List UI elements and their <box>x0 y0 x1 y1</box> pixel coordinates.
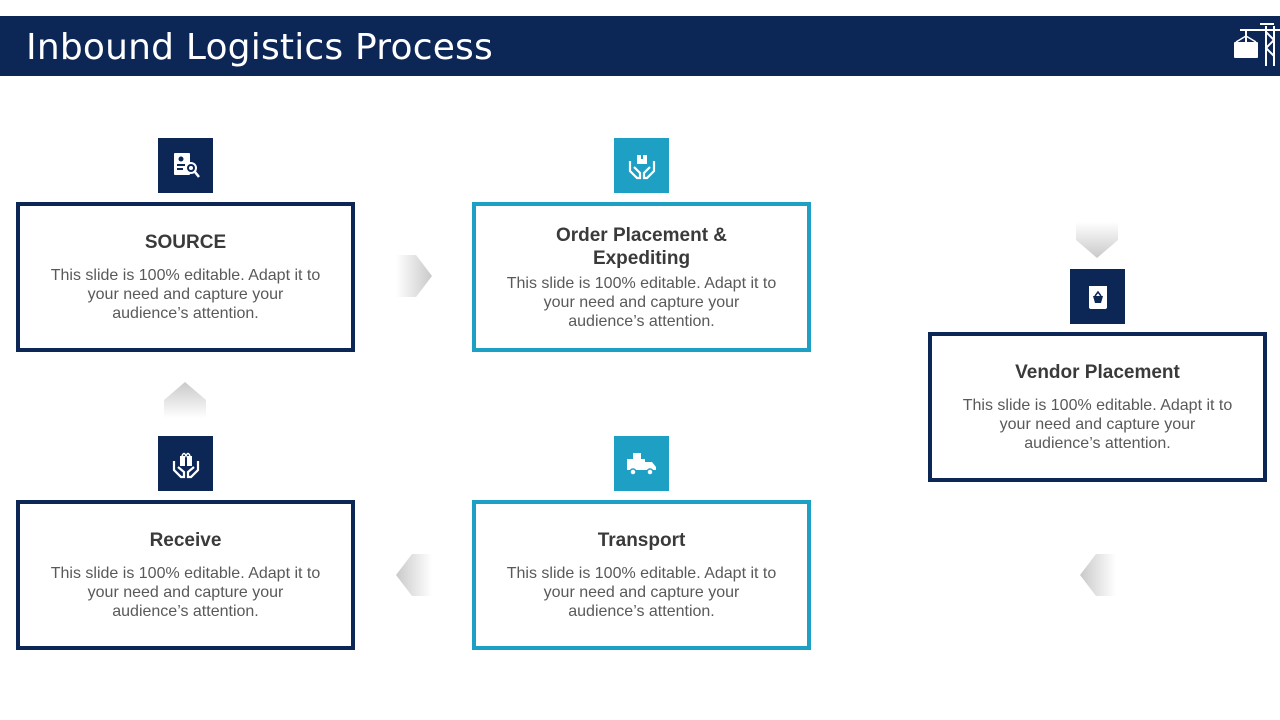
step-transport-icon-tile <box>614 436 669 491</box>
step-vendor-icon-tile <box>1070 269 1125 324</box>
step-receive-title: Receive <box>149 530 222 551</box>
step-transport-title: Transport <box>597 530 686 551</box>
crane-icon <box>1230 22 1280 68</box>
arrow-left-icon <box>1080 554 1116 596</box>
step-order-box <box>472 202 811 352</box>
page-title: Inbound Logistics Process <box>26 27 493 68</box>
step-vendor-box <box>928 332 1267 482</box>
step-vendor-title: Vendor Placement <box>1015 362 1180 383</box>
step-source-icon-tile <box>158 138 213 193</box>
step-transport-box <box>472 500 811 650</box>
step-receive-box <box>16 500 355 650</box>
document-search-icon <box>171 151 201 181</box>
hands-package-icon <box>627 151 657 181</box>
step-vendor-description: This slide is 100% editable. Adapt it to your need and capture your audience’s attention. <box>962 397 1233 452</box>
step-order-description: This slide is 100% editable. Adapt it to your need and capture your audience’s attention. <box>506 274 777 330</box>
step-transport-description: This slide is 100% editable. Adapt it to your need and capture your audience’s attention. <box>506 565 777 620</box>
step-receive-icon-tile <box>158 436 213 491</box>
step-order-title: Order Placement & Expediting <box>555 224 728 269</box>
delivery-truck-icon <box>625 449 659 479</box>
arrow-right-icon <box>396 255 432 297</box>
arrow-up-icon <box>164 382 206 418</box>
step-source-title: SOURCE <box>144 232 227 253</box>
step-order-icon-tile <box>614 138 669 193</box>
step-receive-description: This slide is 100% editable. Adapt it to your need and capture your audience’s attention. <box>50 565 321 620</box>
step-source-description: This slide is 100% editable. Adapt it to your need and capture your audience’s attention. <box>50 267 321 322</box>
hands-gift-icon <box>171 449 201 479</box>
arrow-down-icon <box>1076 222 1118 258</box>
arrow-left-icon <box>396 554 432 596</box>
step-source-box <box>16 202 355 352</box>
store-basket-icon <box>1083 282 1113 312</box>
